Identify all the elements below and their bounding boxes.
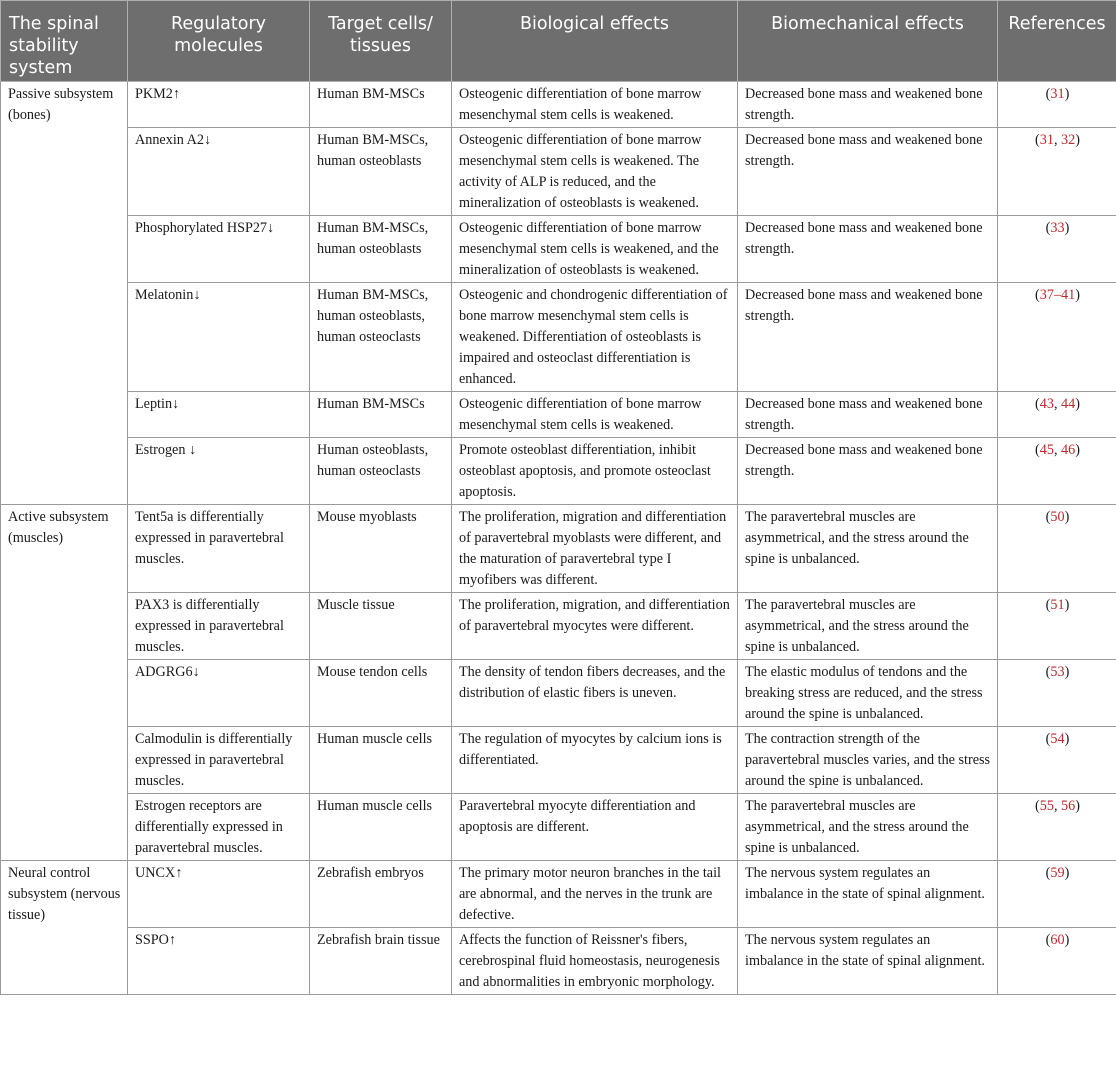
biological-effects-cell: Paravertebral myocyte differentiation and apoptosis are different. [452,794,738,861]
target-cell: Mouse tendon cells [310,660,452,727]
citation-link[interactable]: 37–41 [1039,287,1076,303]
biological-effects-cell: The density of tendon fibers decreases, and the distribution of elastic fibers is uneven. [452,660,738,727]
table-row [1,438,1116,505]
biological-effects-cell: The regulation of myocytes by calcium ions is differentiated. [452,727,738,794]
subsystem-label: Passive subsystem (bones) [1,82,128,505]
table-row [1,128,1116,216]
molecule-cell: Melatonin↓ [128,283,310,392]
citation-link[interactable]: 33 [1050,220,1065,236]
references-cell: (37–41) [998,283,1116,392]
biological-effects-cell: The primary motor neuron branches in the tail are abnormal, and the nerves in the trunk are defective. [452,861,738,928]
molecule-cell: Leptin↓ [128,392,310,438]
biomechanical-effects-cell: The paravertebral muscles are asymmetrical, and the stress around the spine is unbalanced. [738,593,998,660]
references-cell: (45, 46) [998,438,1116,505]
biological-effects-cell: Osteogenic differentiation of bone marrow mesenchymal stem cells is weakened. [452,82,738,128]
biomechanical-effects-cell: The nervous system regulates an imbalance in the state of spinal alignment. [738,861,998,928]
molecule-cell: Calmodulin is differentially expressed in paravertebral muscles. [128,727,310,794]
biomechanical-effects-cell: The contraction strength of the paravertebral muscles varies, and the stress around the spine is unbalanced. [738,727,998,794]
citation-link[interactable]: 54 [1050,731,1065,747]
biomechanical-effects-cell: Decreased bone mass and weakened bone strength. [738,392,998,438]
references-cell: (31) [998,82,1116,128]
target-cell: Zebrafish embryos [310,861,452,928]
header-molecules: Regulatory molecules [128,1,310,82]
biological-effects-cell: Affects the function of Reissner's fibers, cerebrospinal fluid homeostasis, neurogenesis and abnormalities in embryonic morphology. [452,928,738,995]
table-row [1,216,1116,283]
table-row [1,505,1116,593]
target-cell: Zebrafish brain tissue [310,928,452,995]
header-biomechanical: Biomechanical effects [738,1,998,82]
header-row [1,1,1116,82]
target-cell: Human BM-MSCs, human osteoblasts, human osteoclasts [310,283,452,392]
target-cell: Human BM-MSCs, human osteoblasts [310,216,452,283]
target-cell: Human muscle cells [310,794,452,861]
molecule-cell: SSPO↑ [128,928,310,995]
references-cell: (50) [998,505,1116,593]
subsystem-label: Active subsystem (muscles) [1,505,128,861]
biological-effects-cell: Osteogenic and chondrogenic differentiation of bone marrow mesenchymal stem cells is weakened. Differentiation of osteoblasts is impaired and osteoclast differentiation is enhanced. [452,283,738,392]
citation-link[interactable]: 50 [1050,509,1065,525]
biological-effects-cell: The proliferation, migration, and differentiation of paravertebral myocytes were different. [452,593,738,660]
molecule-cell: ADGRG6↓ [128,660,310,727]
subsystem-label: Neural control subsystem (nervous tissue) [1,861,128,995]
biomechanical-effects-cell: Decreased bone mass and weakened bone strength. [738,216,998,283]
citation-link[interactable]: 31 [1050,86,1065,102]
molecule-cell: PKM2↑ [128,82,310,128]
citation-link[interactable]: 32 [1061,132,1076,148]
header-biological: Biological effects [452,1,738,82]
references-cell: (54) [998,727,1116,794]
biomechanical-effects-cell: Decreased bone mass and weakened bone strength. [738,82,998,128]
biological-effects-cell: Osteogenic differentiation of bone marrow mesenchymal stem cells is weakened. The activity of ALP is reduced, and the mineralization of osteoblasts is weakened. [452,128,738,216]
references-cell: (43, 44) [998,392,1116,438]
molecule-cell: Estrogen receptors are differentially expressed in paravertebral muscles. [128,794,310,861]
table-row [1,928,1116,995]
table-row [1,82,1116,128]
header-references: References [998,1,1116,82]
target-cell: Human muscle cells [310,727,452,794]
biomechanical-effects-cell: The elastic modulus of tendons and the breaking stress are reduced, and the stress around the spine is unbalanced. [738,660,998,727]
molecule-cell: Estrogen ↓ [128,438,310,505]
references-cell: (60) [998,928,1116,995]
references-cell: (31, 32) [998,128,1116,216]
citation-link[interactable]: 59 [1050,865,1065,881]
citation-link[interactable]: 44 [1061,396,1076,412]
header-targets: Target cells/ tissues [310,1,452,82]
biological-effects-cell: The proliferation, migration and differentiation of paravertebral myoblasts were different, and the maturation of paravertebral type I myofibers was different. [452,505,738,593]
references-cell: (53) [998,660,1116,727]
references-cell: (33) [998,216,1116,283]
biomechanical-effects-cell: The nervous system regulates an imbalance in the state of spinal alignment. [738,928,998,995]
citation-link[interactable]: 43 [1039,396,1054,412]
biomechanical-effects-cell: The paravertebral muscles are asymmetrical, and the stress around the spine is unbalanced. [738,794,998,861]
molecule-cell: Tent5a is differentially expressed in paravertebral muscles. [128,505,310,593]
target-cell: Human BM-MSCs [310,82,452,128]
citation-link[interactable]: 53 [1050,664,1065,680]
target-cell: Human BM-MSCs, human osteoblasts [310,128,452,216]
molecule-cell: UNCX↑ [128,861,310,928]
table-row [1,861,1116,928]
biomechanical-effects-cell: The paravertebral muscles are asymmetrical, and the stress around the spine is unbalanced. [738,505,998,593]
table-body [1,82,1116,995]
references-cell: (55, 56) [998,794,1116,861]
table-row [1,593,1116,660]
header-system: The spinal stability system [1,1,128,82]
citation-link[interactable]: 31 [1039,132,1054,148]
citation-link[interactable]: 46 [1061,442,1076,458]
biological-effects-cell: Promote osteoblast differentiation, inhibit osteoblast apoptosis, and promote osteoclast apoptosis. [452,438,738,505]
table-row [1,794,1116,861]
references-cell: (59) [998,861,1116,928]
citation-link[interactable]: 55 [1039,798,1054,814]
references-cell: (51) [998,593,1116,660]
biological-effects-cell: Osteogenic differentiation of bone marrow mesenchymal stem cells is weakened, and the mineralization of osteoblasts is weakened. [452,216,738,283]
biological-effects-cell: Osteogenic differentiation of bone marrow mesenchymal stem cells is weakened. [452,392,738,438]
target-cell: Muscle tissue [310,593,452,660]
molecule-cell: PAX3 is differentially expressed in paravertebral muscles. [128,593,310,660]
citation-link[interactable]: 45 [1039,442,1054,458]
biomechanical-effects-cell: Decreased bone mass and weakened bone strength. [738,438,998,505]
molecule-cell: Annexin A2↓ [128,128,310,216]
citation-link[interactable]: 56 [1061,798,1076,814]
target-cell: Mouse myoblasts [310,505,452,593]
table-row [1,727,1116,794]
table-row [1,392,1116,438]
target-cell: Human BM-MSCs [310,392,452,438]
biomechanical-effects-cell: Decreased bone mass and weakened bone strength. [738,283,998,392]
target-cell: Human osteoblasts, human osteoclasts [310,438,452,505]
table-row [1,283,1116,392]
table-row [1,660,1116,727]
biomechanical-effects-cell: Decreased bone mass and weakened bone strength. [738,128,998,216]
citation-link[interactable]: 51 [1050,597,1065,613]
molecule-cell: Phosphorylated HSP27↓ [128,216,310,283]
citation-link[interactable]: 60 [1050,932,1065,948]
